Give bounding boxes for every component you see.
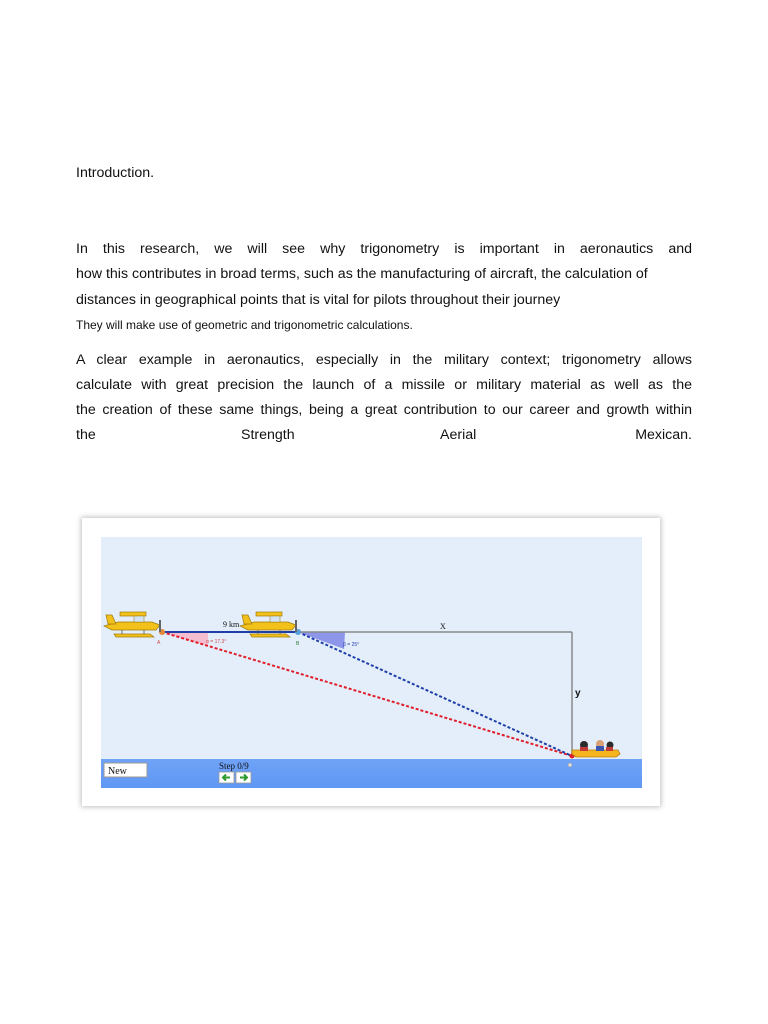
new-button-label: New bbox=[108, 766, 127, 777]
applet-figure bbox=[82, 518, 660, 806]
paragraph-2-line-4 bbox=[76, 427, 692, 445]
new-button[interactable] bbox=[104, 763, 147, 777]
paragraph-1-line-3: distances in geographical points that is vital for pilots throughout their journey bbox=[76, 292, 561, 308]
word-aerial: Aerial bbox=[440, 427, 477, 443]
distance-label: 9 km bbox=[223, 620, 240, 629]
alpha-label: α = 17.3° bbox=[206, 639, 227, 645]
step-label: Step 0/9 bbox=[219, 761, 249, 771]
step-back-button[interactable] bbox=[219, 772, 234, 783]
water-area bbox=[101, 759, 642, 788]
paragraph-2-line-3: the creation of these same things, being a great contribution to our career and growth within bbox=[76, 402, 692, 418]
paragraph-1-line-2: how this contributes in broad terms, such as the manufacturing of aircraft, the calculation of bbox=[76, 266, 648, 282]
x-label: X bbox=[440, 622, 446, 631]
word-strength: Strength bbox=[241, 427, 295, 443]
beta-label: β = 25° bbox=[343, 642, 360, 648]
paragraph-2-line-1: A clear example in aeronautics, especially in the military context; trigonometry allows bbox=[76, 352, 692, 368]
point-b-label: B bbox=[296, 641, 300, 647]
paragraph-2-line-2: calculate with great precision the launch of a missile or military material as well as the bbox=[76, 377, 692, 393]
section-heading: Introduction. bbox=[76, 165, 155, 181]
paragraph-note: They will make use of geometric and trigonometric calculations. bbox=[76, 318, 413, 332]
point-a-label: A bbox=[157, 640, 161, 646]
base-point bbox=[568, 763, 572, 767]
paragraph-1-line-1: In this research, we will see why trigonometry is important in aeronautics and bbox=[76, 241, 692, 257]
sky-area bbox=[101, 537, 642, 759]
step-forward-button[interactable] bbox=[236, 772, 251, 783]
y-label: y bbox=[575, 688, 581, 699]
word-mexican: Mexican. bbox=[635, 427, 692, 443]
applet-canvas bbox=[82, 518, 660, 806]
word-the: the bbox=[76, 427, 96, 443]
